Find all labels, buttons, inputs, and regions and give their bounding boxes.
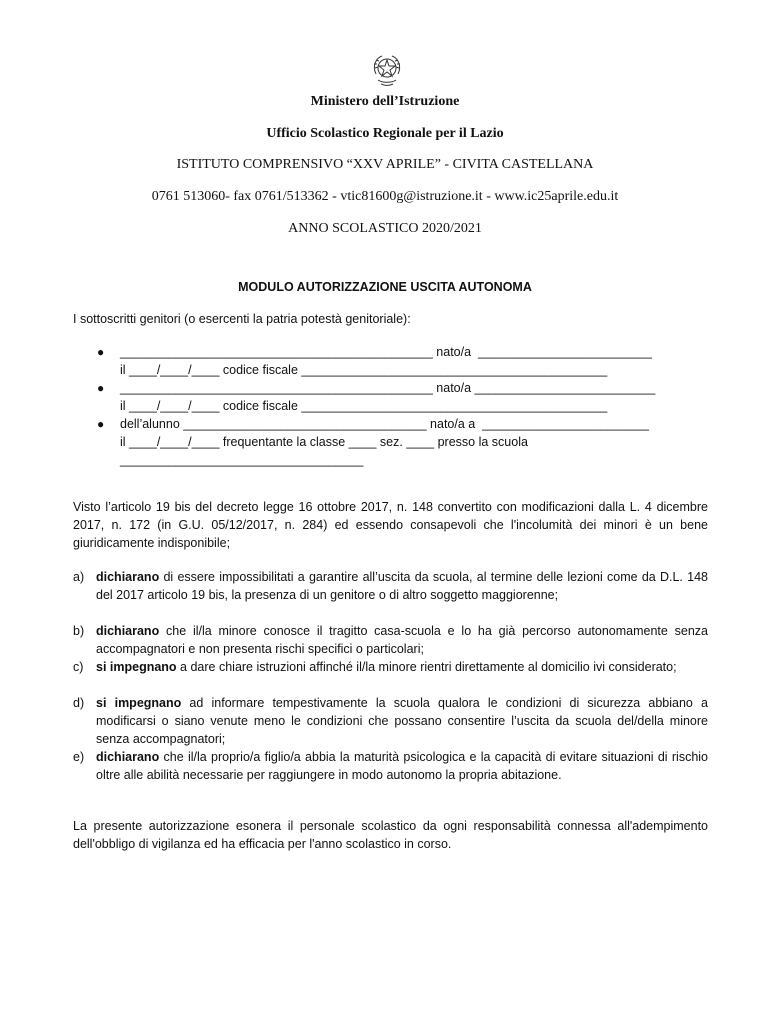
item-text: che il/la minore conosce il tragitto casa-scuola e lo ha già percorso autonomamente senza accompagnatori e non presenta rischi specifici o particolari; (96, 624, 708, 656)
item-verb: si impegnano (96, 660, 177, 674)
item-marker: d) (73, 696, 85, 710)
item-verb: si impegnano (96, 696, 182, 710)
item-verb: dichiarano (96, 624, 160, 638)
parent1-birth-fiscal-line[interactable]: il ____/____/____ codice fiscale ____________________________________________ (120, 363, 608, 377)
student-class-line[interactable]: il ____/____/____ frequentante la classe ____ sez. ____ presso la scuola (120, 435, 528, 449)
item-marker: c) (73, 660, 84, 674)
item-text: a dare chiare istruzioni affinché il/la minore rientri direttamente al domicilio ivi considerato; (176, 660, 677, 674)
form-title: MODULO AUTORIZZAZIONE USCITA AUTONOMA (238, 280, 532, 294)
item-marker: e) (73, 750, 85, 764)
italian-republic-emblem-icon (370, 52, 404, 88)
list-item (73, 748, 708, 784)
bullet-icon: ● (97, 345, 105, 359)
list-item (73, 622, 708, 658)
item-marker: b) (73, 624, 85, 638)
closing-paragraph: La presente autorizzazione esonera il personale scolastico da ogni responsabilità connessa all'adempimento dell'obbligo di vigilanza ed ha efficacia per l'anno scolastico in corso. (73, 819, 708, 851)
item-verb: dichiarano (96, 750, 160, 764)
intro-text: I sottoscritti genitori (o esercenti la patria potestà genitoriale): (73, 312, 411, 326)
school-contacts: 0761 513060- fax 0761/513362 - vtic81600g@istruzione.it - www.ic25aprile.edu.it (151, 189, 619, 204)
premise-paragraph: Visto l’articolo 19 bis del decreto legge 16 ottobre 2017, n. 148 convertito con modificazioni dalla L. 4 dicembre 2017, n. 172 (in G.U. 05/12/2017, n. 284) ed essendo consapevoli che l'incolumità dei minori è un bene giuridicamente indisponibile; (73, 500, 708, 550)
item-verb: dichiarano (96, 570, 160, 584)
parent1-name-line[interactable]: _____________________________________________ nato/a _________________________ (120, 345, 652, 359)
regional-office: Ufficio Scolastico Regionale per il Lazio (266, 126, 504, 141)
bullet-icon: ● (97, 417, 105, 431)
item-text: che il/la proprio/a figlio/a abbia la maturità psicologica e la capacità di evitare situazioni di rischio oltre alle abilità necessarie per raggiungere in modo autonomo la propria abitazione. (96, 750, 708, 782)
item-marker: a) (73, 570, 85, 584)
list-item (73, 694, 708, 748)
school-name: ISTITUTO COMPRENSIVO “XXV APRILE” - CIVITA CASTELLANA (176, 157, 594, 172)
school-year: ANNO SCOLASTICO 2020/2021 (288, 221, 482, 236)
item-text: di essere impossibilitati a garantire all’uscita da scuola, al termine delle lezioni come da D.L. 148 del 2017 articolo 19 bis, la presenza di un genitore o di altro soggetto maggiorenne; (96, 570, 708, 602)
bullet-icon: ● (97, 381, 105, 395)
list-item (73, 658, 708, 676)
parent2-birth-fiscal-line[interactable]: il ____/____/____ codice fiscale ____________________________________________ (120, 399, 608, 413)
item-text: ad informare tempestivamente la scuola qualora le condizioni di sicurezza abbiano a modificarsi o siano venute meno le condizioni che possano consentire l’uscita da scuola del/della minore senza accompagnatori; (96, 696, 708, 746)
parent2-name-line[interactable]: _____________________________________________ nato/a __________________________ (120, 381, 656, 395)
student-school-line[interactable]: ___________________________________ (120, 453, 364, 467)
list-item (73, 568, 708, 604)
ministry-name: Ministero dell’Istruzione (310, 94, 460, 109)
student-name-line[interactable]: dell’alunno ___________________________________ nato/a a ________________________ (120, 417, 650, 431)
